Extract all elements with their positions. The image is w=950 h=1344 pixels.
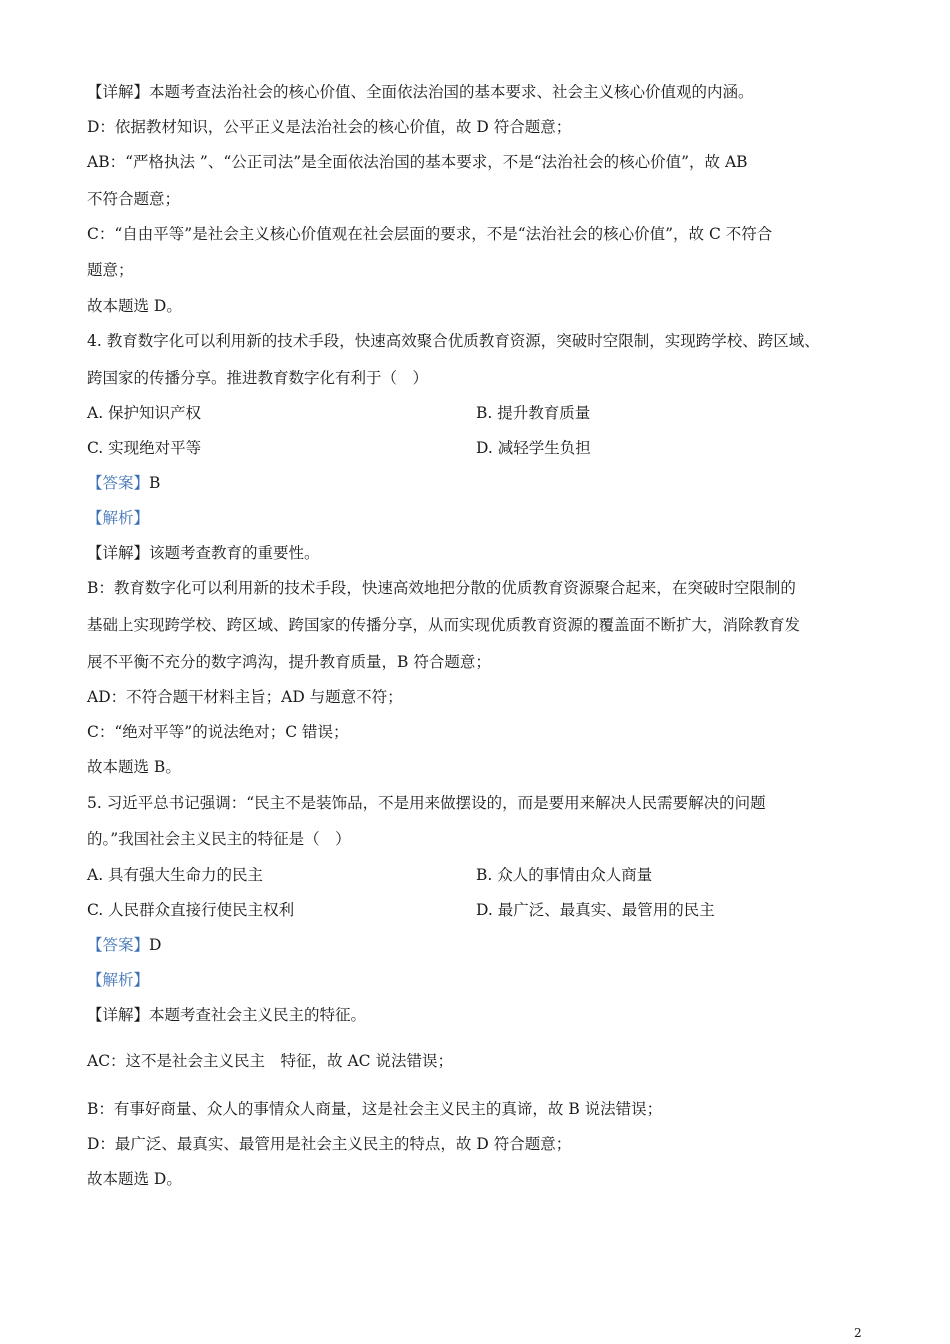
conclusion-line: 故本题选 D。: [87, 1170, 182, 1188]
question-4-stem: 4. 教育数字化可以利用新的技术手段，快速高效聚合优质教育资源，突破时空限制，实现跨学校、跨区域、: [87, 332, 820, 350]
answer-line: [87, 473, 160, 493]
detail-line: 【详解】本题考查法治社会的核心价值、全面依法治国的基本要求、社会主义核心价值观的内涵。: [87, 83, 754, 101]
question-4-option-a: A. 保护知识产权: [87, 404, 202, 422]
question-5-option-a: A. 具有强大生命力的民主: [87, 866, 264, 884]
conclusion-line: 故本题选 D。: [87, 297, 182, 315]
answer-label: 【答案】: [87, 936, 150, 954]
explanation-line: 题意；: [87, 261, 134, 279]
question-4-option-d: D. 减轻学生负担: [476, 439, 591, 457]
page-number: 2: [854, 1326, 862, 1340]
analysis-label: 【解析】: [87, 509, 150, 527]
explanation-line: C：“绝对平等”的说法绝对；C 错误；: [87, 723, 349, 741]
conclusion-line: 故本题选 B。: [87, 758, 181, 776]
explanation-line: AD：不符合题干材料主旨；AD 与题意不符；: [87, 688, 403, 706]
explanation-line: D：最广泛、最真实、最管用是社会主义民主的特点，故 D 符合题意；: [87, 1135, 572, 1153]
answer-value: B: [149, 474, 161, 492]
question-5-stem: 5. 习近平总书记强调：“民主不是装饰品，不是用来做摆设的，而是要用来解决人民需要解决的问题: [87, 794, 766, 812]
answer-label: 【答案】: [87, 474, 150, 492]
question-4-stem: 跨国家的传播分享。推进教育数字化有利于（ ）: [87, 369, 429, 387]
analysis-label: 【解析】: [87, 971, 150, 989]
explanation-line: 不符合题意；: [87, 190, 181, 208]
question-4-option-c: C. 实现绝对平等: [87, 439, 202, 457]
detail-line: 【详解】本题考查社会主义民主的特征。: [87, 1006, 367, 1024]
explanation-line: D：依据教材知识，公平正义是法治社会的核心价值，故 D 符合题意；: [87, 118, 572, 136]
explanation-line: AC：这不是社会主义民主 特征，故 AC 说法错误；: [87, 1052, 453, 1070]
question-5-option-c: C. 人民群众直接行使民主权利: [87, 901, 295, 919]
question-5-stem: 的。”我国社会主义民主的特征是（ ）: [87, 830, 351, 848]
explanation-line: B：有事好商量、众人的事情众人商量，这是社会主义民主的真谛，故 B 说法错误；: [87, 1100, 663, 1118]
explanation-line: B：教育数字化可以利用新的技术手段，快速高效地把分散的优质教育资源聚合起来，在突破时空限制的: [87, 579, 796, 597]
answer-line: [87, 935, 161, 955]
question-5-option-d: D. 最广泛、最真实、最管用的民主: [476, 901, 715, 919]
answer-value: D: [149, 936, 162, 954]
explanation-line: AB：“严格执法 ”、“公正司法”是全面依法治国的基本要求，不是“法治社会的核心价值”，故 AB: [87, 153, 748, 171]
question-5-option-b: B. 众人的事情由众人商量: [476, 866, 653, 884]
explanation-line: 基础上实现跨学校、跨区域、跨国家的传播分享，从而实现优质教育资源的覆盖面不断扩大，消除教育发: [87, 616, 801, 634]
explanation-line: C：“自由平等”是社会主义核心价值观在社会层面的要求，不是“法治社会的核心价值”，故 C 不符合: [87, 225, 773, 243]
question-4-option-b: B. 提升教育质量: [476, 404, 591, 422]
detail-line: 【详解】该题考查教育的重要性。: [87, 544, 320, 562]
explanation-line: 展不平衡不充分的数字鸿沟，提升教育质量，B 符合题意；: [87, 653, 491, 671]
